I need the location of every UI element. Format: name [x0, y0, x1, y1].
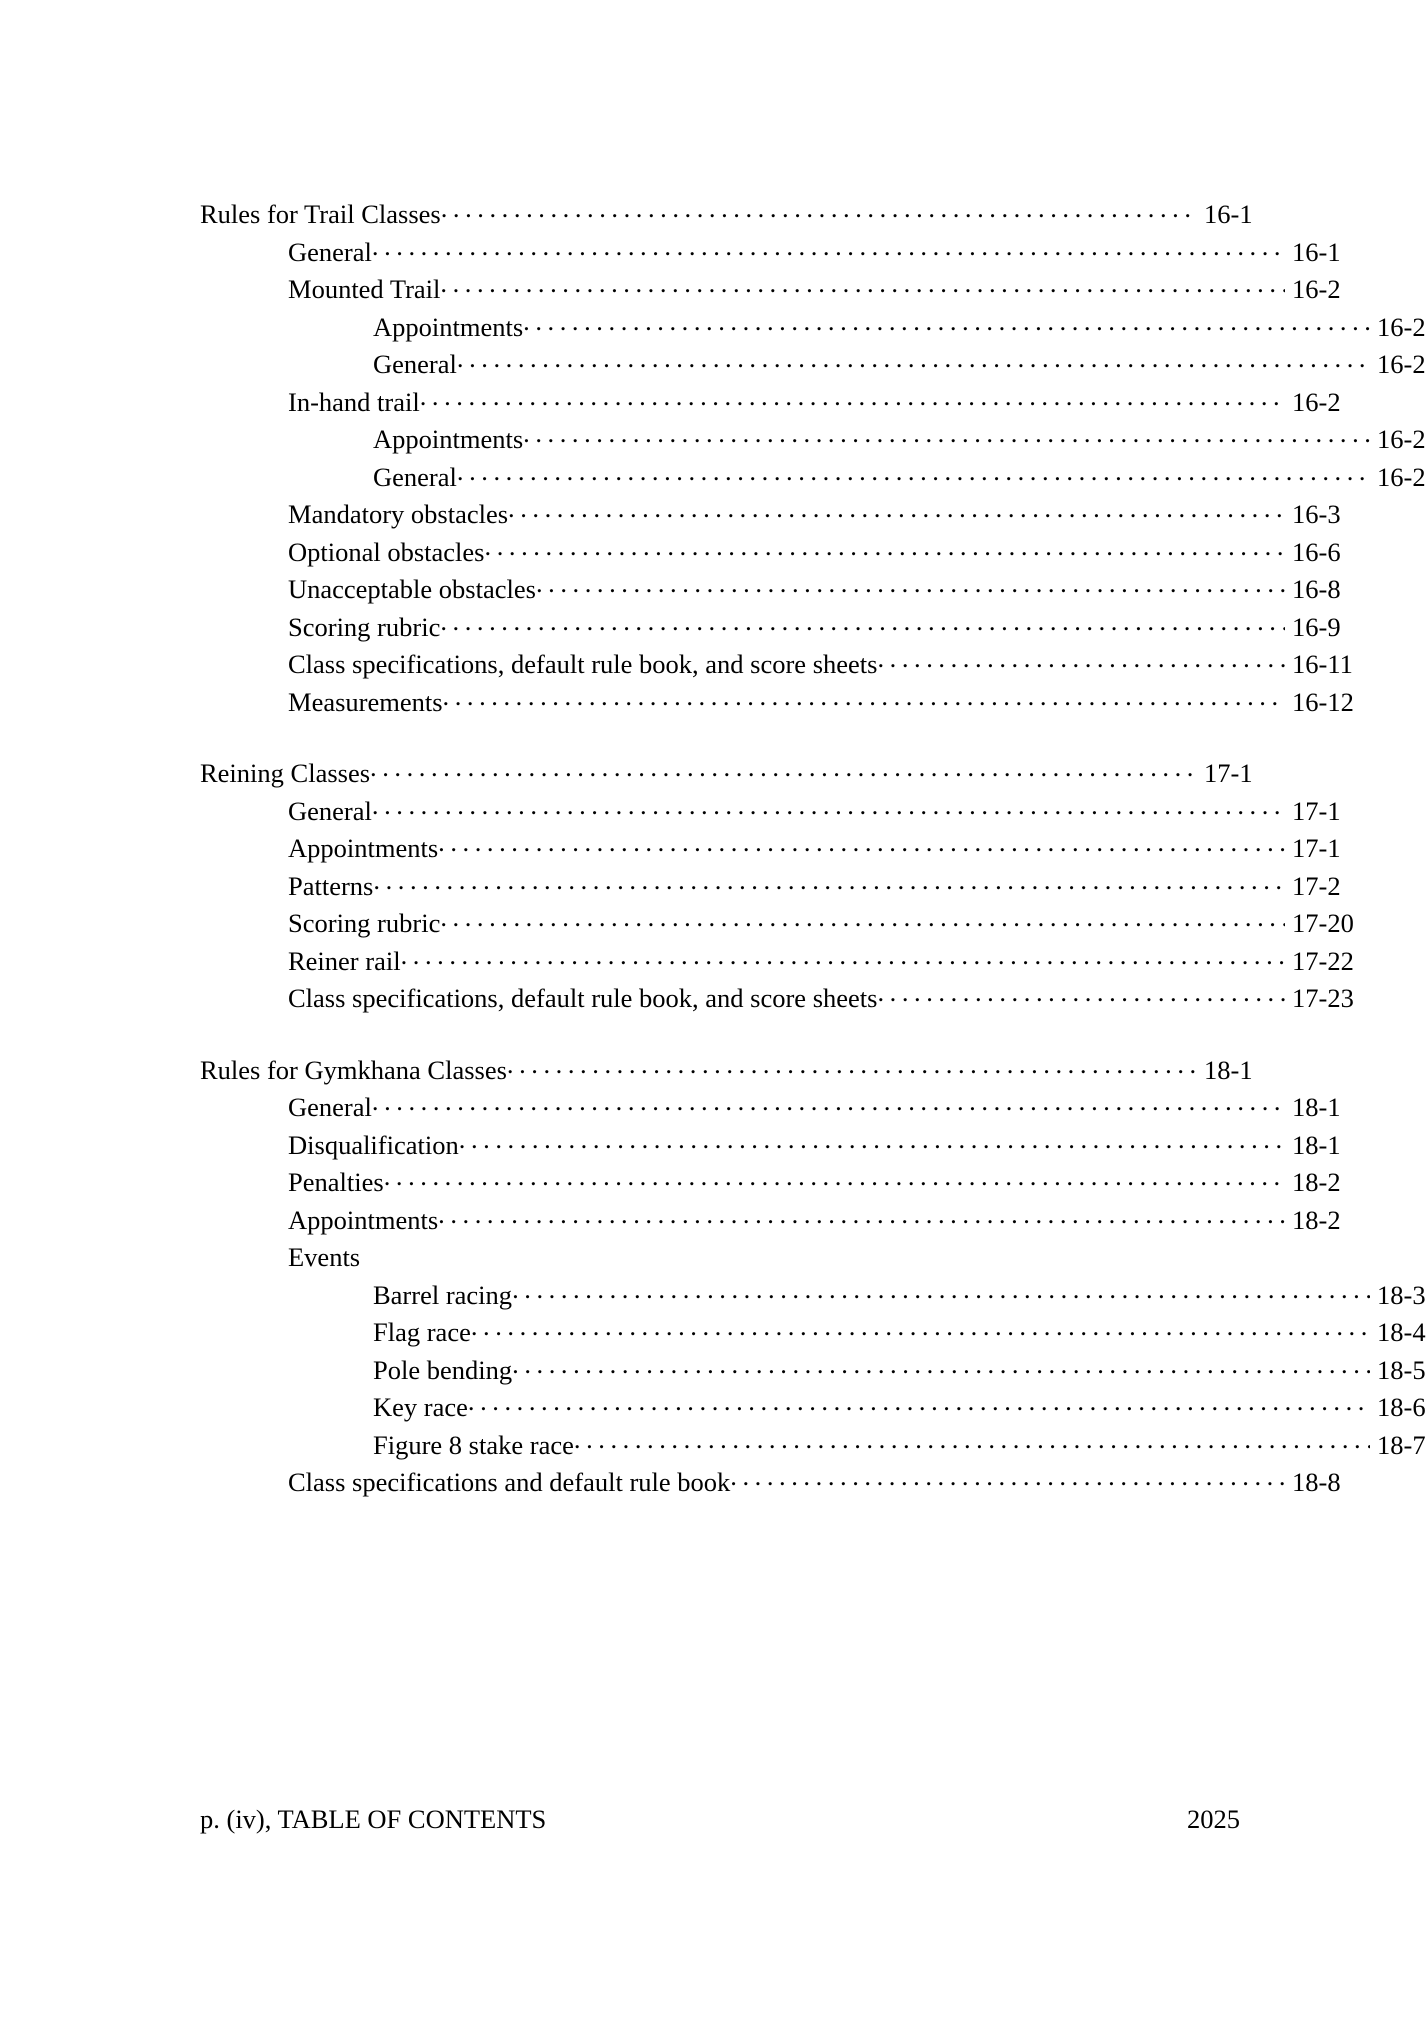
toc-entry-page-number: 17-1	[1292, 795, 1341, 826]
toc-entry-label: In-hand trail	[288, 386, 420, 417]
toc-entry[interactable]	[200, 1127, 1368, 1165]
toc-entry-label: Rules for Trail Classes	[200, 199, 441, 229]
toc-entry-page-number: 16-2	[1292, 274, 1341, 304]
toc-entry-page-number: 17-2	[1292, 870, 1341, 901]
toc-entry-label: Class specifications, default rule book, and score sheets	[288, 649, 878, 679]
toc-entry-page-number: 16-1	[1292, 236, 1341, 267]
toc-entry[interactable]	[200, 534, 1368, 572]
toc-entry[interactable]	[200, 1164, 1368, 1202]
toc-entry-label: Appointments	[288, 1204, 439, 1235]
toc-entry-page-number: 17-1	[1204, 758, 1253, 788]
dot-leader	[384, 1165, 1285, 1192]
toc-entry-label: Measurements	[288, 686, 443, 717]
toc-entry[interactable]	[200, 1427, 1428, 1465]
dot-leader	[438, 831, 1285, 858]
toc-entry-label: Figure 8 stake race	[373, 1429, 574, 1460]
toc-entry-page-number: 17-22	[1292, 945, 1354, 976]
toc-entry-label: Unacceptable obstacles	[288, 574, 536, 604]
toc-entry-label: Pole bending	[373, 1354, 513, 1385]
toc-entry[interactable]	[200, 1277, 1428, 1315]
toc-entry[interactable]	[200, 309, 1428, 347]
toc-entry-page-number: 17-1	[1292, 833, 1341, 863]
footer-left-text: p. (iv), TABLE OF CONTENTS	[200, 1804, 547, 1834]
toc-entry-page-number: 16-2	[1377, 349, 1426, 379]
toc-entry-label: Scoring rubric	[288, 908, 441, 938]
dot-leader	[457, 459, 1370, 486]
dot-leader	[443, 684, 1285, 711]
dot-leader	[523, 309, 1370, 336]
dot-leader	[457, 347, 1370, 374]
dot-leader	[440, 906, 1285, 933]
toc-entry-label: Mandatory obstacles	[288, 499, 509, 529]
toc-entry-page-number: 16-8	[1292, 574, 1341, 604]
toc-entry[interactable]	[200, 646, 1368, 684]
toc-entry[interactable]	[200, 793, 1368, 831]
dot-leader	[877, 647, 1285, 674]
toc-entry-label: Optional obstacles	[288, 536, 485, 567]
toc-entry-label: Scoring rubric	[288, 611, 441, 642]
toc-entry-label: Appointments	[288, 833, 439, 863]
toc-entry[interactable]	[200, 1202, 1368, 1240]
dot-leader	[441, 197, 1197, 224]
toc-entry-label: Rules for Gymkhana Classes	[200, 1054, 507, 1085]
dot-leader	[512, 1277, 1370, 1304]
toc-entry-page-number: 17-20	[1292, 908, 1354, 938]
dot-leader	[401, 943, 1285, 970]
toc-entry[interactable]	[200, 830, 1368, 868]
toc-section-reining-classes	[200, 755, 1354, 1018]
dot-leader	[523, 422, 1370, 449]
dot-leader	[512, 1352, 1370, 1379]
toc-entry-page-number: 18-7	[1377, 1429, 1426, 1460]
toc-entry-label: Disqualification	[288, 1129, 459, 1160]
toc-entry-page-number: 16-2	[1292, 386, 1341, 417]
dot-leader	[372, 1090, 1285, 1117]
dot-leader	[370, 756, 1197, 783]
toc-entry-page-number: 18-3	[1377, 1279, 1426, 1310]
toc-entry[interactable]	[200, 384, 1368, 422]
toc-entry[interactable]	[200, 943, 1368, 981]
dot-leader	[468, 1390, 1370, 1417]
dot-leader	[508, 497, 1285, 524]
toc-entry-page-number: 16-11	[1292, 649, 1353, 679]
footer-year: 2025	[1187, 1804, 1240, 1834]
toc-entry-page-number: 18-4	[1377, 1317, 1426, 1347]
toc-entry[interactable]	[200, 571, 1368, 609]
dot-leader	[440, 272, 1285, 299]
toc-entry[interactable]	[200, 1239, 1368, 1277]
section-spacer	[200, 721, 1280, 755]
toc-entry-page-number: 16-9	[1292, 611, 1341, 642]
toc-entry[interactable]	[200, 1089, 1368, 1127]
toc-entry-page-number: 16-3	[1292, 499, 1341, 529]
toc-entry-label: Class specifications, default rule book, and score sheets	[288, 983, 878, 1013]
toc-entry[interactable]	[200, 271, 1368, 309]
page-footer	[200, 1802, 1240, 1836]
toc-entry-label: General	[373, 461, 457, 492]
dot-leader	[877, 981, 1285, 1008]
toc-entry[interactable]	[200, 1464, 1368, 1502]
toc-entry-label: Key race	[373, 1392, 468, 1422]
toc-entry-label: General	[288, 236, 372, 267]
toc-entry[interactable]	[200, 346, 1428, 384]
toc-entry-label: Appointments	[373, 311, 524, 342]
toc-entry-label: Class specifications and default rule book	[288, 1467, 731, 1497]
toc-entry-page-number: 16-2	[1377, 424, 1426, 454]
toc-entry-label: Reiner rail	[288, 945, 401, 976]
dot-leader	[440, 609, 1285, 636]
dot-leader	[730, 1465, 1285, 1492]
toc-entry-page-number: 18-2	[1292, 1167, 1341, 1197]
toc-entry[interactable]	[200, 980, 1368, 1018]
toc-entry-label: Events	[288, 1242, 361, 1272]
dot-leader	[372, 234, 1285, 261]
toc-entry[interactable]	[200, 496, 1368, 534]
toc-entry[interactable]	[200, 1052, 1280, 1090]
dot-leader	[438, 1202, 1285, 1229]
toc-entry-page-number: 18-2	[1292, 1204, 1341, 1235]
toc-entry-label: Patterns	[288, 870, 374, 901]
toc-entry-page-number: 18-1	[1292, 1129, 1341, 1160]
toc-entry-page-number: 18-8	[1292, 1467, 1341, 1497]
toc-entry[interactable]	[200, 1389, 1428, 1427]
table-of-contents	[200, 196, 1426, 1502]
toc-entry-page-number: 16-6	[1292, 536, 1341, 567]
toc-entry-label: General	[288, 1092, 372, 1122]
toc-entry-label: Penalties	[288, 1167, 384, 1197]
toc-entry[interactable]	[200, 684, 1368, 722]
toc-entry-page-number: 18-5	[1377, 1354, 1426, 1385]
toc-entry[interactable]	[200, 459, 1428, 497]
dot-leader	[459, 1127, 1285, 1154]
toc-entry[interactable]	[200, 755, 1280, 793]
toc-entry[interactable]	[200, 1352, 1428, 1390]
toc-entry-page-number: 16-1	[1204, 199, 1253, 229]
dot-leader	[420, 384, 1285, 411]
dot-leader	[373, 868, 1285, 895]
toc-section-trail-classes	[200, 196, 1426, 721]
toc-entry-label: Barrel racing	[373, 1279, 513, 1310]
dot-leader	[485, 534, 1286, 561]
toc-entry-page-number: 18-1	[1204, 1054, 1253, 1085]
toc-entry[interactable]	[200, 905, 1368, 943]
section-spacer	[200, 1018, 1280, 1052]
dot-leader	[536, 572, 1285, 599]
toc-entry-label: Flag race	[373, 1317, 471, 1347]
toc-entry-page-number: 16-12	[1292, 686, 1354, 717]
toc-entry[interactable]	[200, 196, 1280, 234]
toc-section-gymkhana-classes	[200, 1052, 1426, 1502]
dot-leader	[372, 793, 1285, 820]
dot-leader	[360, 1240, 1285, 1267]
toc-entry-page-number: 16-2	[1377, 461, 1426, 492]
toc-entry[interactable]	[200, 868, 1368, 906]
toc-entry-label: General	[288, 795, 372, 826]
toc-entry-label: Appointments	[373, 424, 524, 454]
toc-entry[interactable]	[200, 421, 1428, 459]
toc-entry-label: General	[373, 349, 457, 379]
toc-entry-page-number: 17-23	[1292, 983, 1354, 1013]
dot-leader	[574, 1427, 1370, 1454]
toc-entry-page-number: 18-1	[1292, 1092, 1341, 1122]
toc-entry-label: Reining Classes	[200, 758, 371, 788]
toc-entry-label: Mounted Trail	[288, 274, 441, 304]
dot-leader	[507, 1052, 1197, 1079]
toc-entry[interactable]	[200, 609, 1368, 647]
toc-entry[interactable]	[200, 234, 1368, 272]
toc-entry[interactable]	[200, 1314, 1428, 1352]
toc-entry-page-number: 16-2	[1377, 311, 1426, 342]
dot-leader	[471, 1315, 1370, 1342]
toc-entry-page-number: 18-6	[1377, 1392, 1426, 1422]
